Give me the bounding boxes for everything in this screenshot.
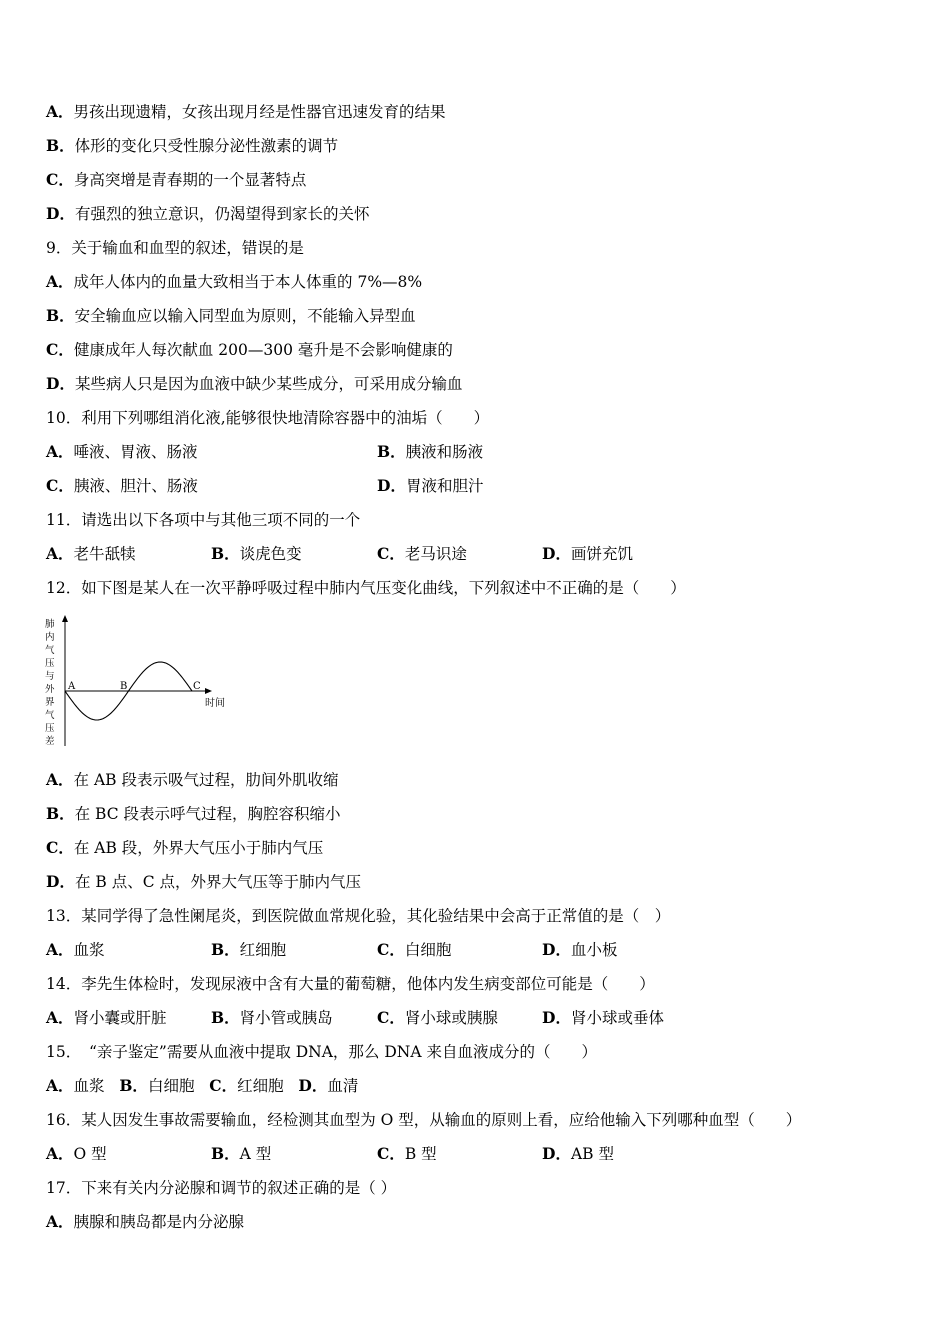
y-axis-arrow xyxy=(62,615,68,622)
q16-option-a: A．O 型 xyxy=(46,1144,107,1163)
point-label-b: B xyxy=(120,681,128,692)
x-axis-arrow xyxy=(205,688,212,694)
q9-option-b: B．安全输血应以输入同型血为原则，不能输入异型血 xyxy=(46,306,416,325)
q16-option-b: B．A 型 xyxy=(211,1144,272,1163)
y-axis-label-char: 与 xyxy=(45,671,55,682)
y-axis-label-char: 界 xyxy=(45,697,55,708)
point-label-a: A xyxy=(68,681,76,692)
q10-option-b: B．胰液和肠液 xyxy=(377,442,484,461)
q14-stem: 14．李先生体检时，发现尿液中含有大量的葡萄糖，他体内发生病变部位可能是（ ） xyxy=(46,975,655,993)
y-axis-label-char: 差 xyxy=(45,736,55,747)
q8-option-c: C．身高突增是青春期的一个显著特点 xyxy=(46,170,307,189)
q15-stem: 15． “亲子鉴定”需要从血液中提取 DNA，那么 DNA 来自血液成分的（ ） xyxy=(46,1043,597,1061)
q13-stem: 13．某同学得了急性阑尾炎，到医院做血常规化验，其化验结果中会高于正常值的是（ ） xyxy=(46,907,671,925)
q12-option-b: B．在 BC 段表示呼气过程，胸腔容积缩小 xyxy=(46,804,341,823)
y-axis-label-char: 肺 xyxy=(45,619,55,630)
q15-options: A．血浆 B．白细胞 C．红细胞 D．血清 xyxy=(46,1076,359,1095)
q17-option-a: A．胰腺和胰岛都是内分泌腺 xyxy=(46,1212,245,1231)
q8-option-a: A．男孩出现遗精，女孩出现月经是性器官迅速发育的结果 xyxy=(46,102,446,121)
y-axis-label-char: 压 xyxy=(45,723,55,734)
y-axis-label-char: 气 xyxy=(45,645,55,656)
y-axis-label-char: 压 xyxy=(45,658,55,669)
q10-option-a: A．唾液、胃液、肠液 xyxy=(46,442,198,461)
y-axis-label-char: 气 xyxy=(45,710,55,721)
q12-stem: 12．如下图是某人在一次平静呼吸过程中肺内气压变化曲线，下列叙述中不正确的是（ ） xyxy=(46,579,686,597)
q9-stem: 9．关于输血和血型的叙述，错误的是 xyxy=(46,239,304,257)
q14-option-d: D．肾小球或垂体 xyxy=(542,1008,664,1027)
q11-stem: 11．请选出以下各项中与其他三项不同的一个 xyxy=(46,511,361,529)
q14-option-c: C．肾小球或胰腺 xyxy=(377,1008,498,1027)
q9-option-c: C．健康成年人每次献血 200—300 毫升是不会影响健康的 xyxy=(46,340,453,359)
y-axis-label-char: 外 xyxy=(45,684,55,695)
y-axis-label xyxy=(45,618,55,747)
q13-option-d: D．血小板 xyxy=(542,940,618,959)
q17-stem: 17．下来有关内分泌腺和调节的叙述正确的是（ ） xyxy=(46,1179,397,1197)
q16-option-d: D．AB 型 xyxy=(542,1144,614,1163)
q12-option-d: D．在 B 点、C 点，外界大气压等于肺内气压 xyxy=(46,872,361,891)
q16-option-c: C．B 型 xyxy=(377,1144,437,1163)
point-label-c: C xyxy=(193,681,201,692)
q11-option-b: B．谈虎色变 xyxy=(211,544,302,563)
q10-option-c: C．胰液、胆汁、肠液 xyxy=(46,476,198,495)
q9-option-d: D．某些病人只是因为血液中缺少某些成分，可采用成分输血 xyxy=(46,374,463,393)
y-axis-label-char: 内 xyxy=(45,632,55,643)
q13-option-c: C．白细胞 xyxy=(377,940,452,959)
q9-option-a: A．成年人体内的血量大致相当于本人体重的 7%—8% xyxy=(46,272,423,291)
pressure-curve-figure xyxy=(40,612,240,752)
q8-option-d: D．有强烈的独立意识，仍渴望得到家长的关怀 xyxy=(46,204,370,223)
q10-option-d: D．胃液和胆汁 xyxy=(377,476,484,495)
q10-stem: 10．利用下列哪组消化液,能够很快地清除容器中的油垢（ ） xyxy=(46,409,490,427)
q11-option-c: C．老马识途 xyxy=(377,544,467,563)
q12-option-c: C．在 AB 段，外界大气压小于肺内气压 xyxy=(46,838,324,857)
q11-option-a: A．老牛舐犊 xyxy=(46,544,136,563)
q14-option-b: B．肾小管或胰岛 xyxy=(211,1008,333,1027)
q8-option-b: B．体形的变化只受性腺分泌性激素的调节 xyxy=(46,136,339,155)
q16-stem: 16．某人因发生事故需要输血，经检测其血型为 O 型，从输血的原则上看，应给他输入下列哪种血型（ ） xyxy=(46,1111,802,1129)
x-axis-label: 时间 xyxy=(205,698,225,709)
q13-option-b: B．红细胞 xyxy=(211,940,287,959)
q14-option-a: A．肾小囊或肝脏 xyxy=(46,1008,167,1027)
q12-option-a: A．在 AB 段表示吸气过程，肋间外肌收缩 xyxy=(46,770,339,789)
q11-option-d: D．画饼充饥 xyxy=(542,544,633,563)
q13-option-a: A．血浆 xyxy=(46,940,105,959)
